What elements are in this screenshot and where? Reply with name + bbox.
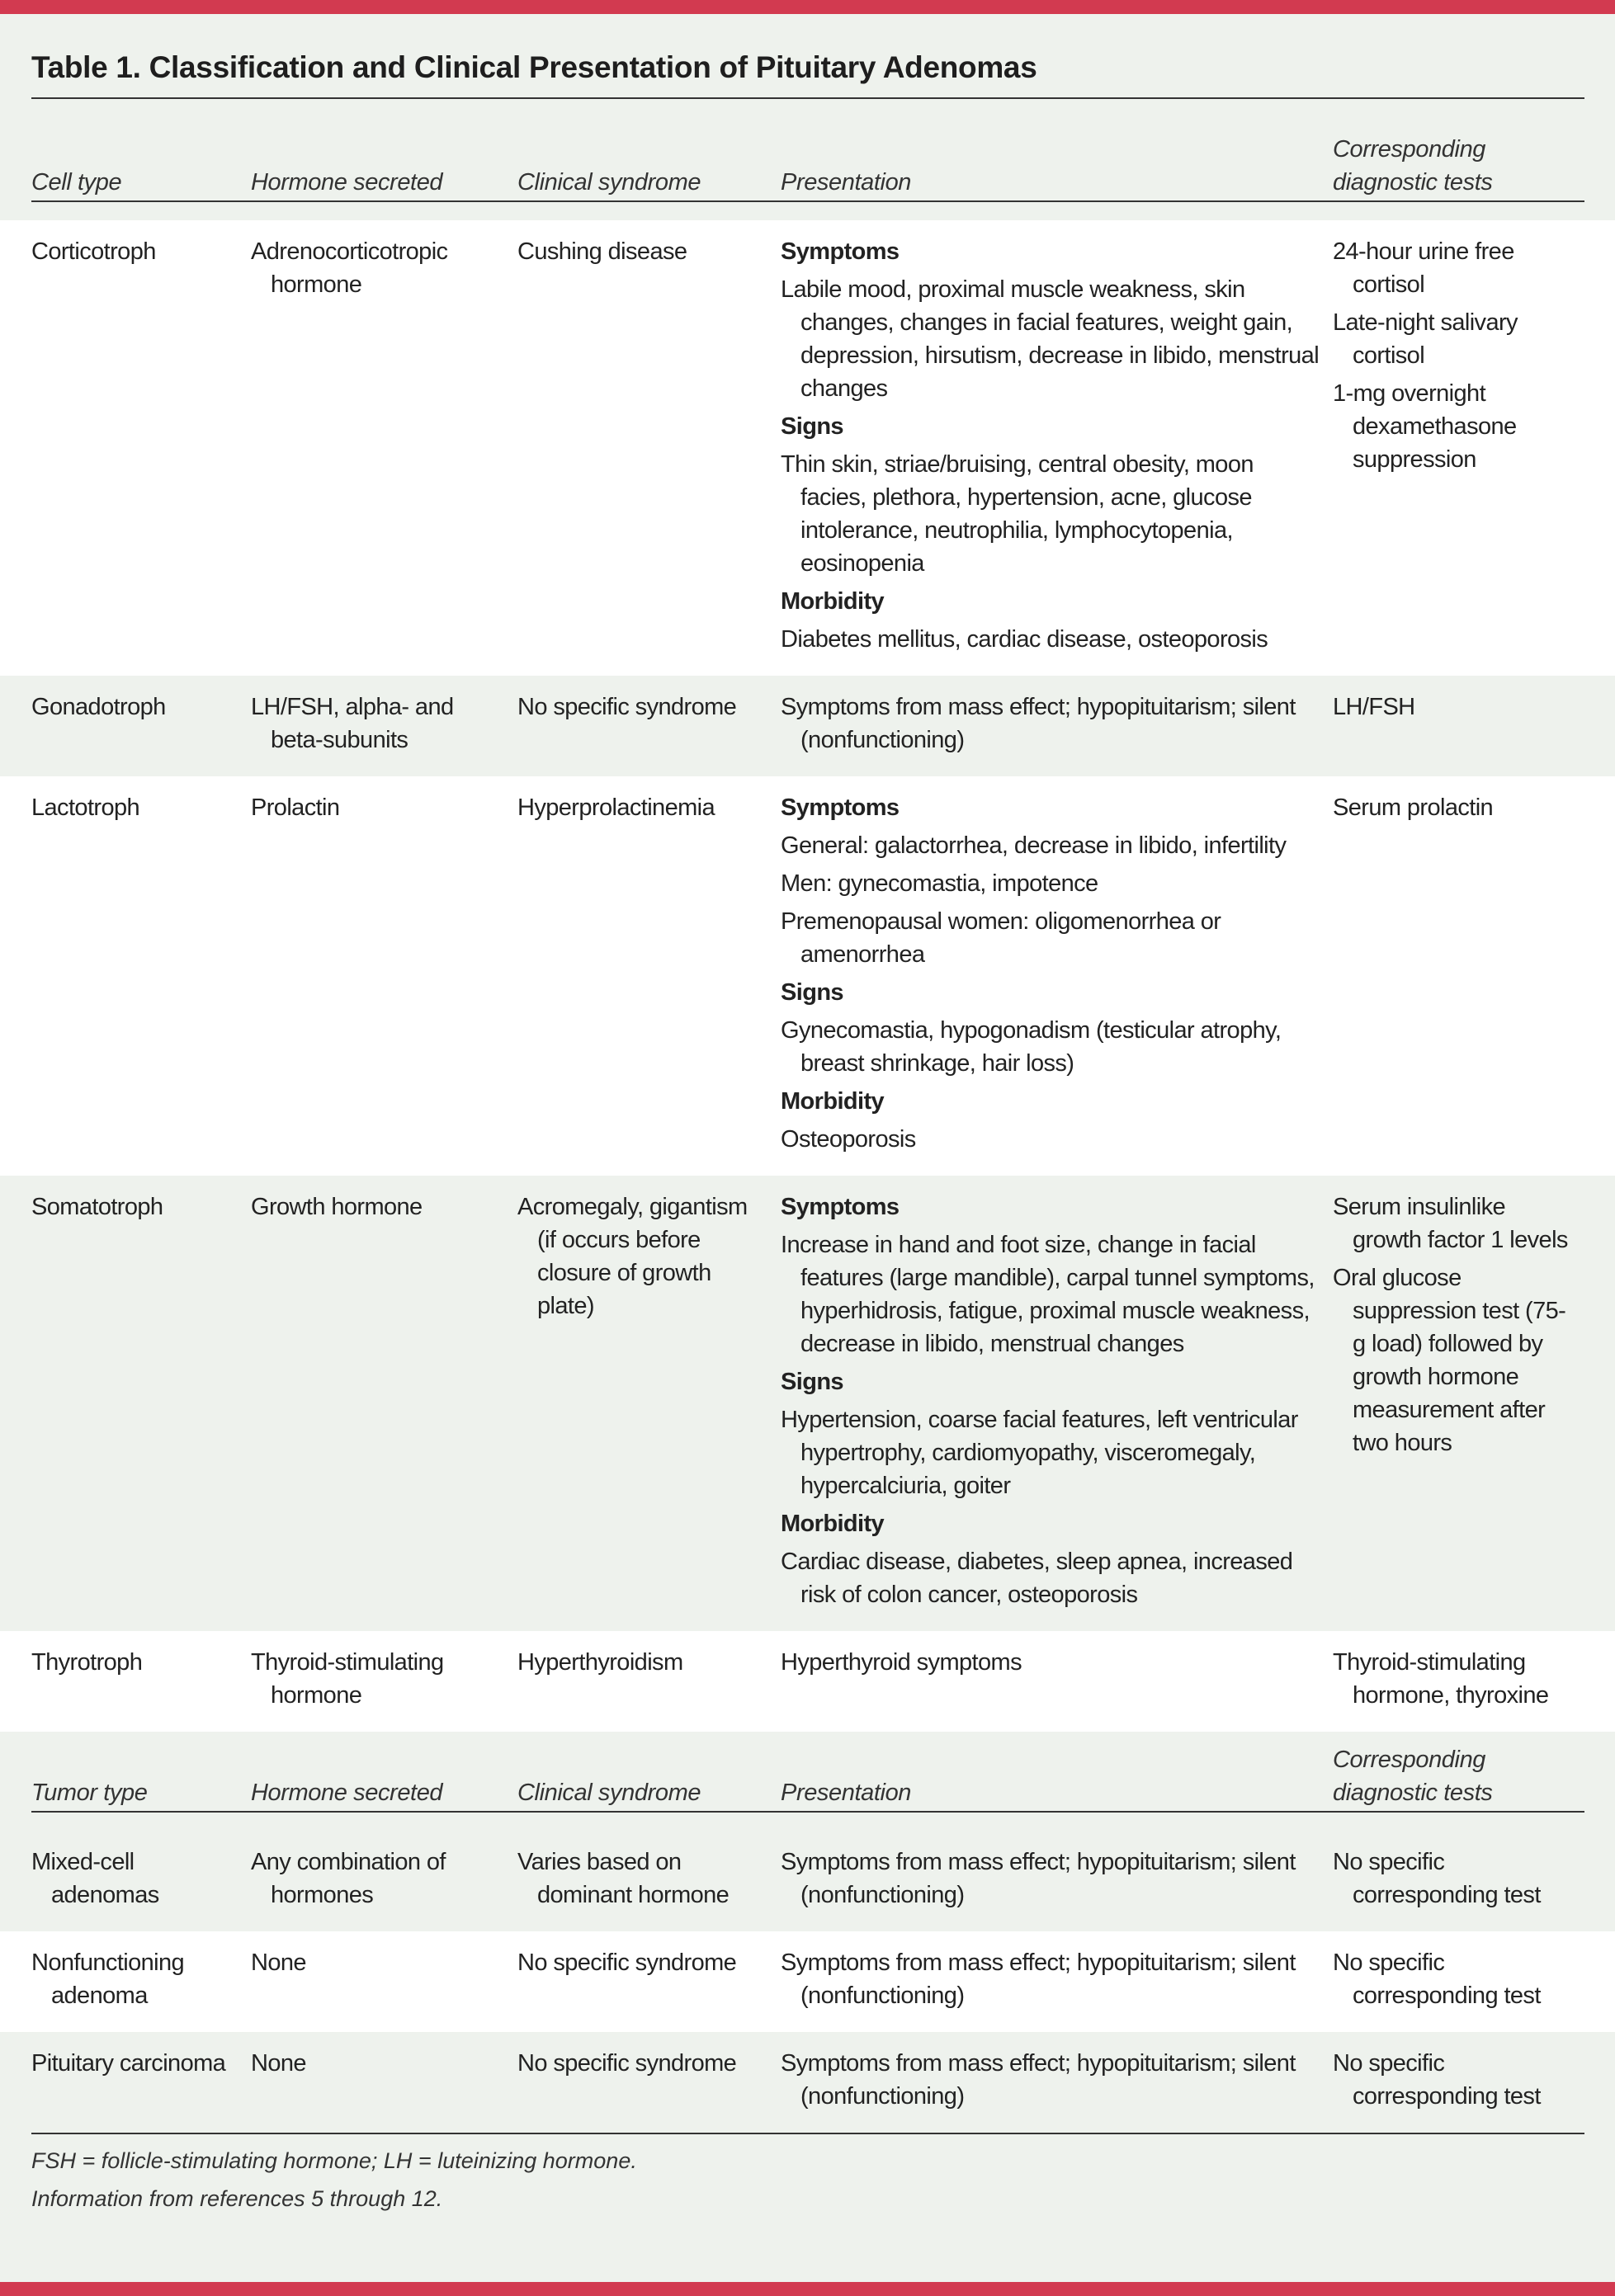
- column-header-band: [0, 1732, 1615, 1831]
- diagnostic-test: 1-mg overnight dexamethasone suppression: [1333, 380, 1517, 473]
- cell-syndrome: Hyperprolactinemia: [517, 794, 715, 821]
- cell-presentation: [781, 1190, 1333, 1616]
- presentation-text: Cardiac disease, diabetes, sleep apnea, increased risk of colon cancer, osteoporosis: [781, 1549, 1293, 1608]
- header-rule: [31, 200, 1584, 202]
- column-header: Hormone secreted: [251, 1780, 443, 1806]
- cell-tests: [1333, 791, 1584, 1161]
- top-accent-bar: [0, 0, 1615, 14]
- column-header: Tumor type: [31, 1780, 148, 1806]
- diagnostic-test: Late-night salivary cortisol: [1333, 309, 1518, 369]
- column-header-row: [0, 1743, 1584, 1809]
- presentation-text: Men: gynecomastia, impotence: [781, 870, 1098, 897]
- presentation-heading: Morbidity: [781, 588, 885, 615]
- column-header: Cell type: [31, 169, 122, 196]
- cell-hormone: Thyroid-stimulating hormone: [251, 1649, 444, 1709]
- cell-hormone: None: [251, 2050, 306, 2077]
- cell-presentation: [781, 1946, 1333, 2017]
- table-row: [0, 2032, 1615, 2133]
- column-header: Corresponding diagnostic tests: [1333, 1747, 1493, 1806]
- table-body-cell-types: [0, 220, 1615, 1732]
- column-header-band: [0, 101, 1615, 220]
- cell-syndrome: Cushing disease: [517, 238, 687, 265]
- title-rule: [31, 97, 1584, 99]
- presentation-text: Osteoporosis: [781, 1126, 916, 1153]
- presentation-text: Gynecomastia, hypogonadism (testicular atrophy, breast shrinkage, hair loss): [781, 1017, 1282, 1077]
- cell-syndrome: Hyperthyroidism: [517, 1649, 683, 1676]
- diagnostic-test: Thyroid-stimulating hormone, thyroxine: [1333, 1649, 1549, 1709]
- cell-type: Somatotroph: [31, 1194, 163, 1220]
- presentation-text: Symptoms from mass effect; hypopituitarism; silent (nonfunctioning): [781, 1849, 1296, 1908]
- column-header: Hormone secreted: [251, 169, 443, 196]
- cell-hormone: Any combination of hormones: [251, 1849, 446, 1908]
- cell-presentation: [781, 235, 1333, 661]
- footnote: Information from references 5 through 12.: [31, 2186, 443, 2211]
- cell-hormone: Growth hormone: [251, 1194, 423, 1220]
- footnote: FSH = follicle-stimulating hormone; LH = luteinizing hormone.: [31, 2148, 637, 2173]
- diagnostic-test: 24-hour urine free cortisol: [1333, 238, 1514, 298]
- cell-tests: [1333, 1846, 1584, 1916]
- cell-type: Mixed-cell adenomas: [31, 1849, 159, 1908]
- table-row: [0, 1176, 1615, 1631]
- cell-tests: [1333, 1190, 1584, 1616]
- cell-tests: [1333, 691, 1584, 761]
- cell-type: Corticotroph: [31, 238, 156, 265]
- cell-type: Pituitary carcinoma: [31, 2050, 226, 2077]
- header-rule: [31, 1811, 1584, 1813]
- cell-presentation: [781, 1846, 1333, 1916]
- footer-rule: [31, 2133, 1584, 2134]
- table-row: [0, 1831, 1615, 1931]
- cell-hormone: Prolactin: [251, 794, 340, 821]
- presentation-text: Symptoms from mass effect; hypopituitarism; silent (nonfunctioning): [781, 694, 1296, 753]
- cell-syndrome: No specific syndrome: [517, 2050, 737, 2077]
- presentation-text: Hyperthyroid symptoms: [781, 1649, 1022, 1676]
- cell-presentation: [781, 691, 1333, 761]
- cell-hormone: None: [251, 1949, 306, 1976]
- presentation-heading: Morbidity: [781, 1088, 885, 1115]
- cell-hormone: LH/FSH, alpha- and beta-subunits: [251, 694, 454, 753]
- diagnostic-test: No specific corresponding test: [1333, 2050, 1541, 2110]
- presentation-heading: Symptoms: [781, 1194, 900, 1220]
- cell-type: Gonadotroph: [31, 694, 166, 720]
- cell-type: Nonfunctioning adenoma: [31, 1949, 185, 2009]
- bottom-accent-bar: [0, 2282, 1615, 2296]
- table-title: Table 1. Classification and Clinical Presentation of Pituitary Adenomas: [31, 50, 1037, 84]
- cell-tests: [1333, 1646, 1584, 1717]
- presentation-heading: Signs: [781, 413, 843, 440]
- column-header: Clinical syndrome: [517, 169, 701, 196]
- table-row: [0, 220, 1615, 676]
- presentation-text: Diabetes mellitus, cardiac disease, osteoporosis: [781, 626, 1268, 653]
- presentation-heading: Morbidity: [781, 1511, 885, 1537]
- cell-hormone: Adrenocorticotropic hormone: [251, 238, 448, 298]
- presentation-heading: Symptoms: [781, 794, 900, 821]
- column-header: Presentation: [781, 1780, 912, 1806]
- diagnostic-test: Serum prolactin: [1333, 794, 1494, 821]
- cell-syndrome: Varies based on dominant hormone: [517, 1849, 730, 1908]
- cell-tests: [1333, 2047, 1584, 2118]
- presentation-text: General: galactorrhea, decrease in libido, infertility: [781, 832, 1287, 859]
- cell-type: Thyrotroph: [31, 1649, 143, 1676]
- diagnostic-test: LH/FSH: [1333, 694, 1415, 720]
- footer-area: [0, 2133, 1615, 2282]
- cell-syndrome: No specific syndrome: [517, 694, 737, 720]
- table-row: [0, 776, 1615, 1176]
- diagnostic-test: No specific corresponding test: [1333, 1949, 1541, 2009]
- column-header: Presentation: [781, 169, 912, 196]
- cell-tests: [1333, 235, 1584, 661]
- presentation-text: Increase in hand and foot size, change in facial features (large mandible), carpal tunnel symptoms, hyperhidrosis, fatigue, proximal muscle weakness, decrease in libido, menstrual changes: [781, 1232, 1315, 1357]
- presentation-text: Premenopausal women: oligomenorrhea or amenorrhea: [781, 908, 1221, 968]
- presentation-text: Hypertension, coarse facial features, left ventricular hypertrophy, cardiomyopathy, visceromegaly, hypercalciuria, goiter: [781, 1407, 1298, 1499]
- presentation-heading: Symptoms: [781, 238, 900, 265]
- column-header: Corresponding diagnostic tests: [1333, 136, 1493, 196]
- cell-type: Lactotroph: [31, 794, 140, 821]
- presentation-text: Symptoms from mass effect; hypopituitarism; silent (nonfunctioning): [781, 1949, 1296, 2009]
- table-row: [0, 1631, 1615, 1732]
- column-header-row: [0, 133, 1584, 199]
- cell-presentation: [781, 2047, 1333, 2118]
- cell-syndrome: Acromegaly, gigantism (if occurs before closure of growth plate): [517, 1194, 748, 1319]
- column-header: Clinical syndrome: [517, 1780, 701, 1806]
- diagnostic-test: Serum insulinlike growth factor 1 levels: [1333, 1194, 1568, 1253]
- table-row: [0, 676, 1615, 776]
- table-row: [0, 1931, 1615, 2032]
- presentation-text: Symptoms from mass effect; hypopituitarism; silent (nonfunctioning): [781, 2050, 1296, 2110]
- presentation-heading: Signs: [781, 1369, 843, 1395]
- presentation-text: Labile mood, proximal muscle weakness, skin changes, changes in facial features, weight gain, depression, hirsutism, decrease in libido, menstrual changes: [781, 276, 1320, 402]
- presentation-text: Thin skin, striae/bruising, central obesity, moon facies, plethora, hypertension, acne, glucose intolerance, neutrophilia, lymphocytopenia, eosinopenia: [781, 451, 1254, 577]
- cell-tests: [1333, 1946, 1584, 2017]
- diagnostic-test: Oral glucose suppression test (75-g load) followed by growth hormone measurement after two hours: [1333, 1265, 1566, 1456]
- presentation-heading: Signs: [781, 979, 843, 1006]
- diagnostic-test: No specific corresponding test: [1333, 1849, 1541, 1908]
- cell-presentation: [781, 791, 1333, 1161]
- cell-presentation: [781, 1646, 1333, 1717]
- table-body-tumor-types: [0, 1831, 1615, 2133]
- cell-syndrome: No specific syndrome: [517, 1949, 737, 1976]
